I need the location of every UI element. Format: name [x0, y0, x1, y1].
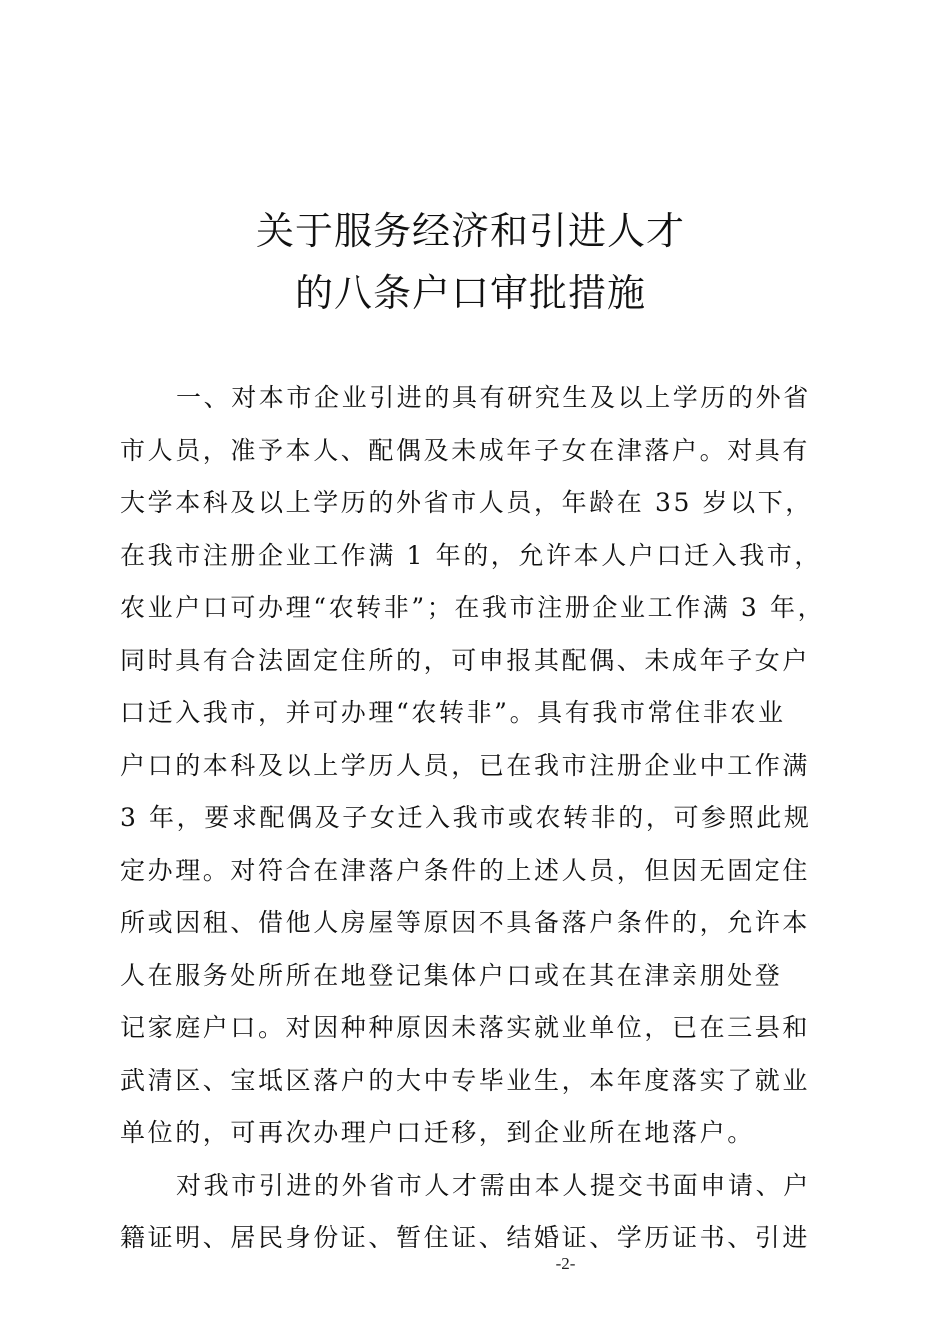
- body-line: 记家庭户口。对因种种原因未落实就业单位，已在三县和: [120, 1013, 811, 1042]
- body-line: 武清区、宝坻区落户的大中专毕业生，本年度落实了就业: [120, 1065, 811, 1095]
- body-line: 户口的本科及以上学历人员，已在我市注册企业中工作满: [120, 750, 811, 780]
- body-line: 所或因租、借他人房屋等原因不具备落户条件的，允许本: [120, 908, 811, 937]
- body-line: 农业户口可办理“农转非”；在我市注册企业工作满 3 年，: [120, 593, 826, 622]
- page-number: -2-: [555, 1254, 576, 1273]
- body-line: 口迁入我市，并可办理“农转非”。具有我市常住非农业: [120, 698, 786, 727]
- title-line-1: 关于服务经济和引进人才: [255, 209, 685, 253]
- body-line: 籍证明、居民身份证、暂住证、结婚证、学历证书、引进: [120, 1223, 811, 1252]
- body-line: 人在服务处所所在地登记集体户口或在其在津亲朋处登: [120, 960, 783, 990]
- body-line: 单位的，可再次办理户口迁移，到企业所在地落户。: [120, 1118, 755, 1147]
- body-line: 市人员，准予本人、配偶及未成年子女在津落户。对具有: [120, 435, 811, 465]
- body-line: 同时具有合法固定住所的，可申报其配偶、未成年子女户: [120, 645, 811, 675]
- body-line: 定办理。对符合在津落户条件的上述人员，但因无固定住: [120, 855, 811, 885]
- document-title: [0, 200, 941, 324]
- body-line: 在我市注册企业工作满 1 年的，允许本人户口迁入我市，: [120, 540, 823, 570]
- body-line: 大学本科及以上学历的外省市人员，年龄在 35 岁以下，: [120, 488, 813, 517]
- document-body: [120, 372, 840, 1265]
- title-line-2: 的八条户口审批措施: [294, 271, 646, 315]
- body-line: 3 年，要求配偶及子女迁入我市或农转非的，可参照此规: [120, 803, 812, 832]
- body-line: 对我市引进的外省市人才需由本人提交书面申请、户: [176, 1170, 811, 1200]
- body-line: 一、对本市企业引进的具有研究生及以上学历的外省: [176, 383, 811, 412]
